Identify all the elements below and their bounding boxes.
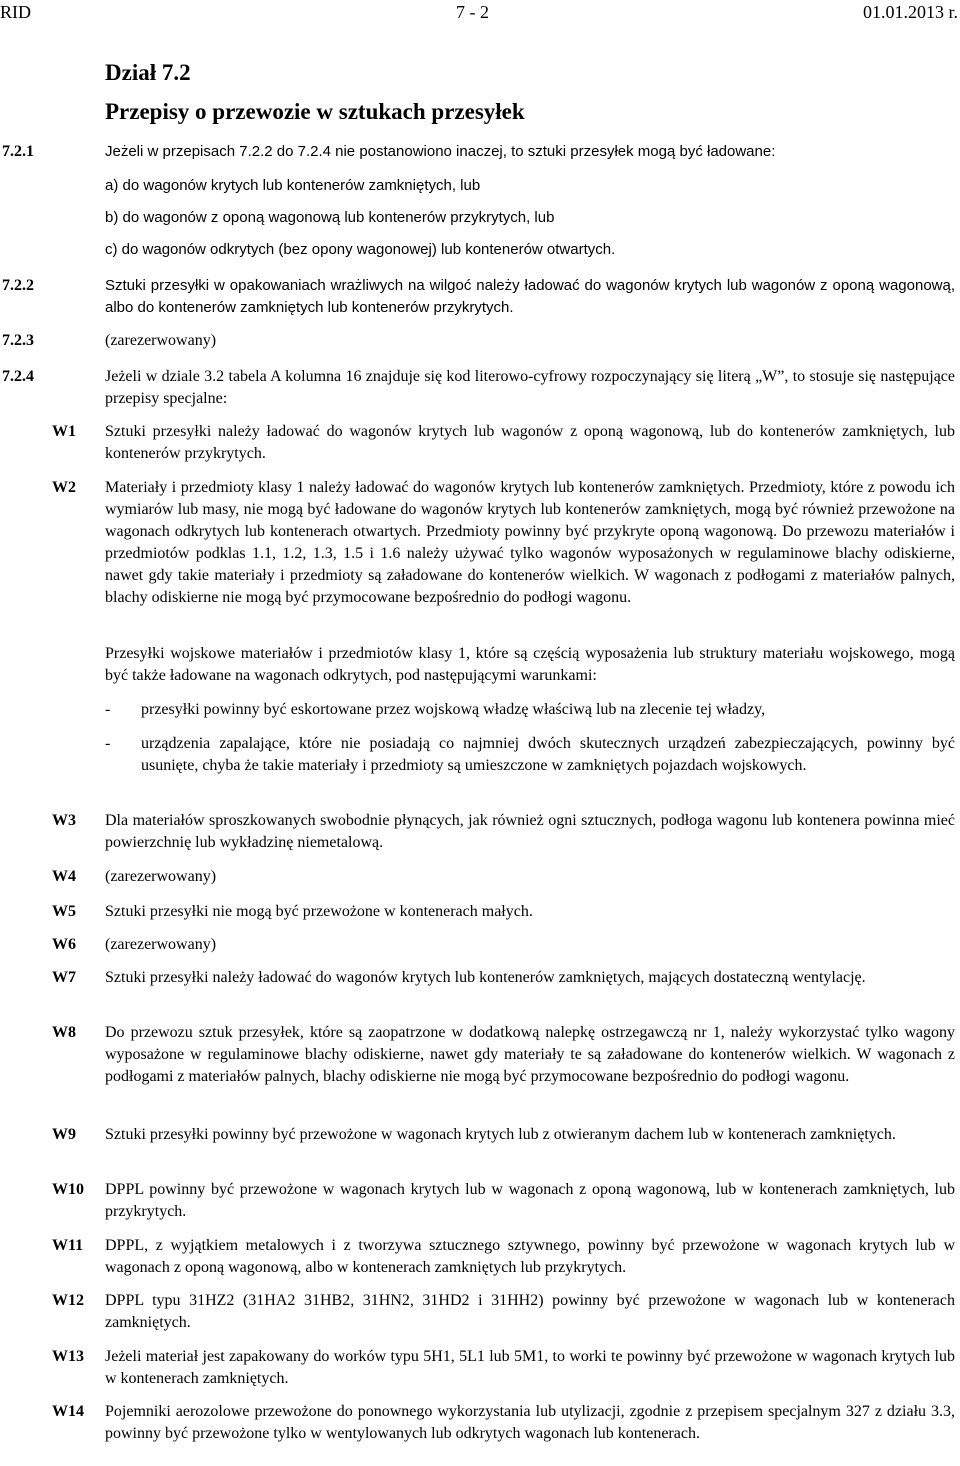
special-provision-w10 — [0, 1179, 960, 1223]
provision-text: Pojemniki aerozolowe przewożone do ponownego wykorzystania lub utylizacji, zgodnie z przepisem specjalnym 327 z działu 3.3, powinny być przewożone tylko w wentylowanych lub odkrytych wagonach lub kontenerach. — [105, 1403, 955, 1442]
paragraph-7-2-2 — [0, 275, 960, 319]
bullet-dash: - — [105, 701, 111, 718]
provision-code: W1 — [52, 423, 76, 440]
header-date: 01.01.2013 r. — [862, 2, 958, 22]
special-provision-w11 — [0, 1235, 960, 1279]
paragraph-number: 7.2.2 — [2, 277, 34, 294]
paragraph-text: Sztuki przesyłki w opakowaniach wrażliwych na wilgoć należy ładować do wagonów krytych lub wagonów z oponą wagonową, albo do kontenerów zamkniętych lub kontenerów przykrytych. — [105, 277, 955, 316]
paragraph-7-2-4 — [0, 366, 960, 410]
paragraph-text: (zarezerwowany) — [105, 332, 217, 349]
provision-code: W8 — [52, 1024, 76, 1041]
provision-code: W14 — [52, 1403, 84, 1420]
provision-code: W3 — [52, 812, 76, 829]
special-provision-w9 — [0, 1124, 960, 1146]
special-provision-w3 — [0, 810, 960, 854]
provision-code: W11 — [52, 1237, 84, 1254]
provision-text: DPPL typu 31HZ2 (31HA2 31HB2, 31HN2, 31HD2 i 31HH2) powinny być przewożone w wagonach lub w kontenerach zamkniętych. — [105, 1292, 955, 1331]
list-item-a: a) do wagonów krytych lub kontenerów zamkniętych, lub — [105, 177, 481, 194]
special-provision-w1 — [0, 421, 960, 465]
bullet-item — [105, 733, 955, 777]
provision-code: W10 — [52, 1181, 84, 1198]
provision-code: W2 — [52, 479, 76, 496]
provision-code: W12 — [52, 1292, 84, 1309]
bullet-item — [105, 699, 955, 721]
special-provision-w12 — [0, 1290, 960, 1334]
special-provision-w4 — [0, 866, 960, 888]
provision-text: Sztuki przesyłki powinny być przewożone w wagonach krytych lub z otwieranym dachem lub w kontenerach zamkniętych. — [105, 1126, 896, 1143]
provision-text: DPPL, z wyjątkiem metalowych i z tworzywa sztucznego sztywnego, powinny być przewożone w wagonach krytych lub w wagonach z oponą wagonową, albo w kontenerach zamkniętych lub przykrytych. — [105, 1237, 955, 1276]
special-provision-w5 — [0, 901, 960, 923]
header-page-number: 7 - 2 — [456, 2, 489, 22]
bullet-dash: - — [105, 735, 111, 752]
section-subtitle: Przepisy o przewozie w sztukach przesyłek — [105, 99, 525, 124]
paragraph-text: Jeżeli w dziale 3.2 tabela A kolumna 16 znajduje się kod literowo-cyfrowy rozpoczynający się literą „W”, to stosuje się następujące przepisy specjalne: — [105, 368, 955, 407]
list-item-c: c) do wagonów odkrytych (bez opony wagonowej) lub kontenerów otwartych. — [105, 241, 616, 258]
list-item-b: b) do wagonów z oponą wagonową lub kontenerów przykrytych, lub — [105, 209, 555, 226]
provision-text: Sztuki przesyłki należy ładować do wagonów krytych lub kontenerów zamkniętych, mających dostateczną wentylację. — [105, 969, 866, 986]
provision-text: Jeżeli materiał jest zapakowany do worków typu 5H1, 5L1 lub 5M1, to worki te powinny być przewożone w wagonach krytych lub w kontenerach zamkniętych. — [105, 1348, 955, 1387]
provision-text: Sztuki przesyłki należy ładować do wagonów krytych lub wagonów z oponą wagonową, lub do kontenerów zamkniętych, lub kontenerów przykrytych. — [105, 423, 955, 462]
paragraph-number: 7.2.4 — [2, 368, 34, 385]
special-provision-w6 — [0, 934, 960, 956]
provision-code: W7 — [52, 969, 76, 986]
paragraph-text: Jeżeli w przepisach 7.2.2 do 7.2.4 nie postanowiono inaczej, to sztuki przesyłek mogą być ładowane: — [105, 143, 776, 160]
special-provision-w14 — [0, 1401, 960, 1445]
bullet-text: przesyłki powinny być eskortowane przez wojskową władzę właściwą lub na zlecenie tej władzy, — [141, 701, 766, 718]
provision-text: Przesyłki wojskowe materiałów i przedmiotów klasy 1, które są częścią wyposażenia lub struktury materiału wojskowego, mogą być także ładowane na wagonach odkrytych, pod następującymi warunkami: — [105, 645, 955, 684]
special-provision-w13 — [0, 1346, 960, 1390]
header-left: RID — [0, 2, 31, 22]
paragraph-7-2-1 — [0, 141, 960, 163]
provision-text: Sztuki przesyłki nie mogą być przewożone w kontenerach małych. — [105, 903, 533, 920]
provision-text: (zarezerwowany) — [105, 868, 217, 885]
provision-code: W4 — [52, 868, 76, 885]
special-provision-w7 — [0, 967, 960, 989]
provision-text: Do przewozu sztuk przesyłek, które są zaopatrzone w dodatkową nalepkę ostrzegawczą nr 1, należy wykorzystać tylko wagony wyposażone w regulaminowe blachy odiskierne, nawet gdy materiały te są załadowane do kontenerów wielkich. W wagonach z podłogami z materiałów palnych, blachy odiskierne nie mogą być przymocowane bezpośrednio do podłogi wagonu. — [105, 1024, 955, 1085]
provision-code: W6 — [52, 936, 76, 953]
provision-code: W5 — [52, 903, 76, 920]
bullet-text: urządzenia zapalające, które nie posiadają co najmniej dwóch skutecznych urządzeń zabezpieczających, powinny być usunięte, chyba że takie materiały i przedmioty są umieszczone w zamkniętych pojazdach wojskowych. — [141, 735, 955, 774]
provision-text: (zarezerwowany) — [105, 936, 217, 953]
paragraph-number: 7.2.1 — [2, 143, 34, 160]
provision-text: Dla materiałów sproszkowanych swobodnie płynących, jak również ogni sztucznych, podłoga wagonu lub kontenera powinna mieć powierzchnię lub wykładzinę niemetalową. — [105, 812, 955, 851]
provision-text: DPPL powinny być przewożone w wagonach krytych lub w wagonach z oponą wagonową, lub w kontenerach zamkniętych, lub przykrytych. — [105, 1181, 955, 1220]
section-title: Dział 7.2 — [105, 60, 191, 85]
provision-code: W9 — [52, 1126, 76, 1143]
paragraph-number: 7.2.3 — [2, 332, 34, 349]
special-provision-w2 — [0, 477, 960, 609]
provision-text: Materiały i przedmioty klasy 1 należy ładować do wagonów krytych lub kontenerów zamkniętych. Przedmioty, które z powodu ich wymiarów lub masy, nie mogą być ładowane do wagonów krytych lub kontenerów zamkniętych, mogą być również przewożone na wagonach odkrytych lub kontenerach otwartych. Przedmioty powinny być przykryte oponą wagonową. Do przewozu materiałów i przedmiotów podklas 1.1, 1.2, 1.3, 1.5 i 1.6 należy używać tylko wagonów wyposażonych w regulaminowe blachy odiskierne, nawet gdy takie materiały i przedmioty są załadowane do kontenerów wielkich. W wagonach z podłogami z materiałów palnych, blachy odiskierne nie mogą być przymocowane bezpośrednio do podłogi wagonu. — [105, 479, 955, 606]
paragraph-7-2-3 — [0, 330, 960, 352]
special-provision-w8 — [0, 1022, 960, 1088]
provision-code: W13 — [52, 1348, 84, 1365]
page-header — [0, 2, 960, 26]
special-provision-w2-p2 — [0, 643, 960, 687]
